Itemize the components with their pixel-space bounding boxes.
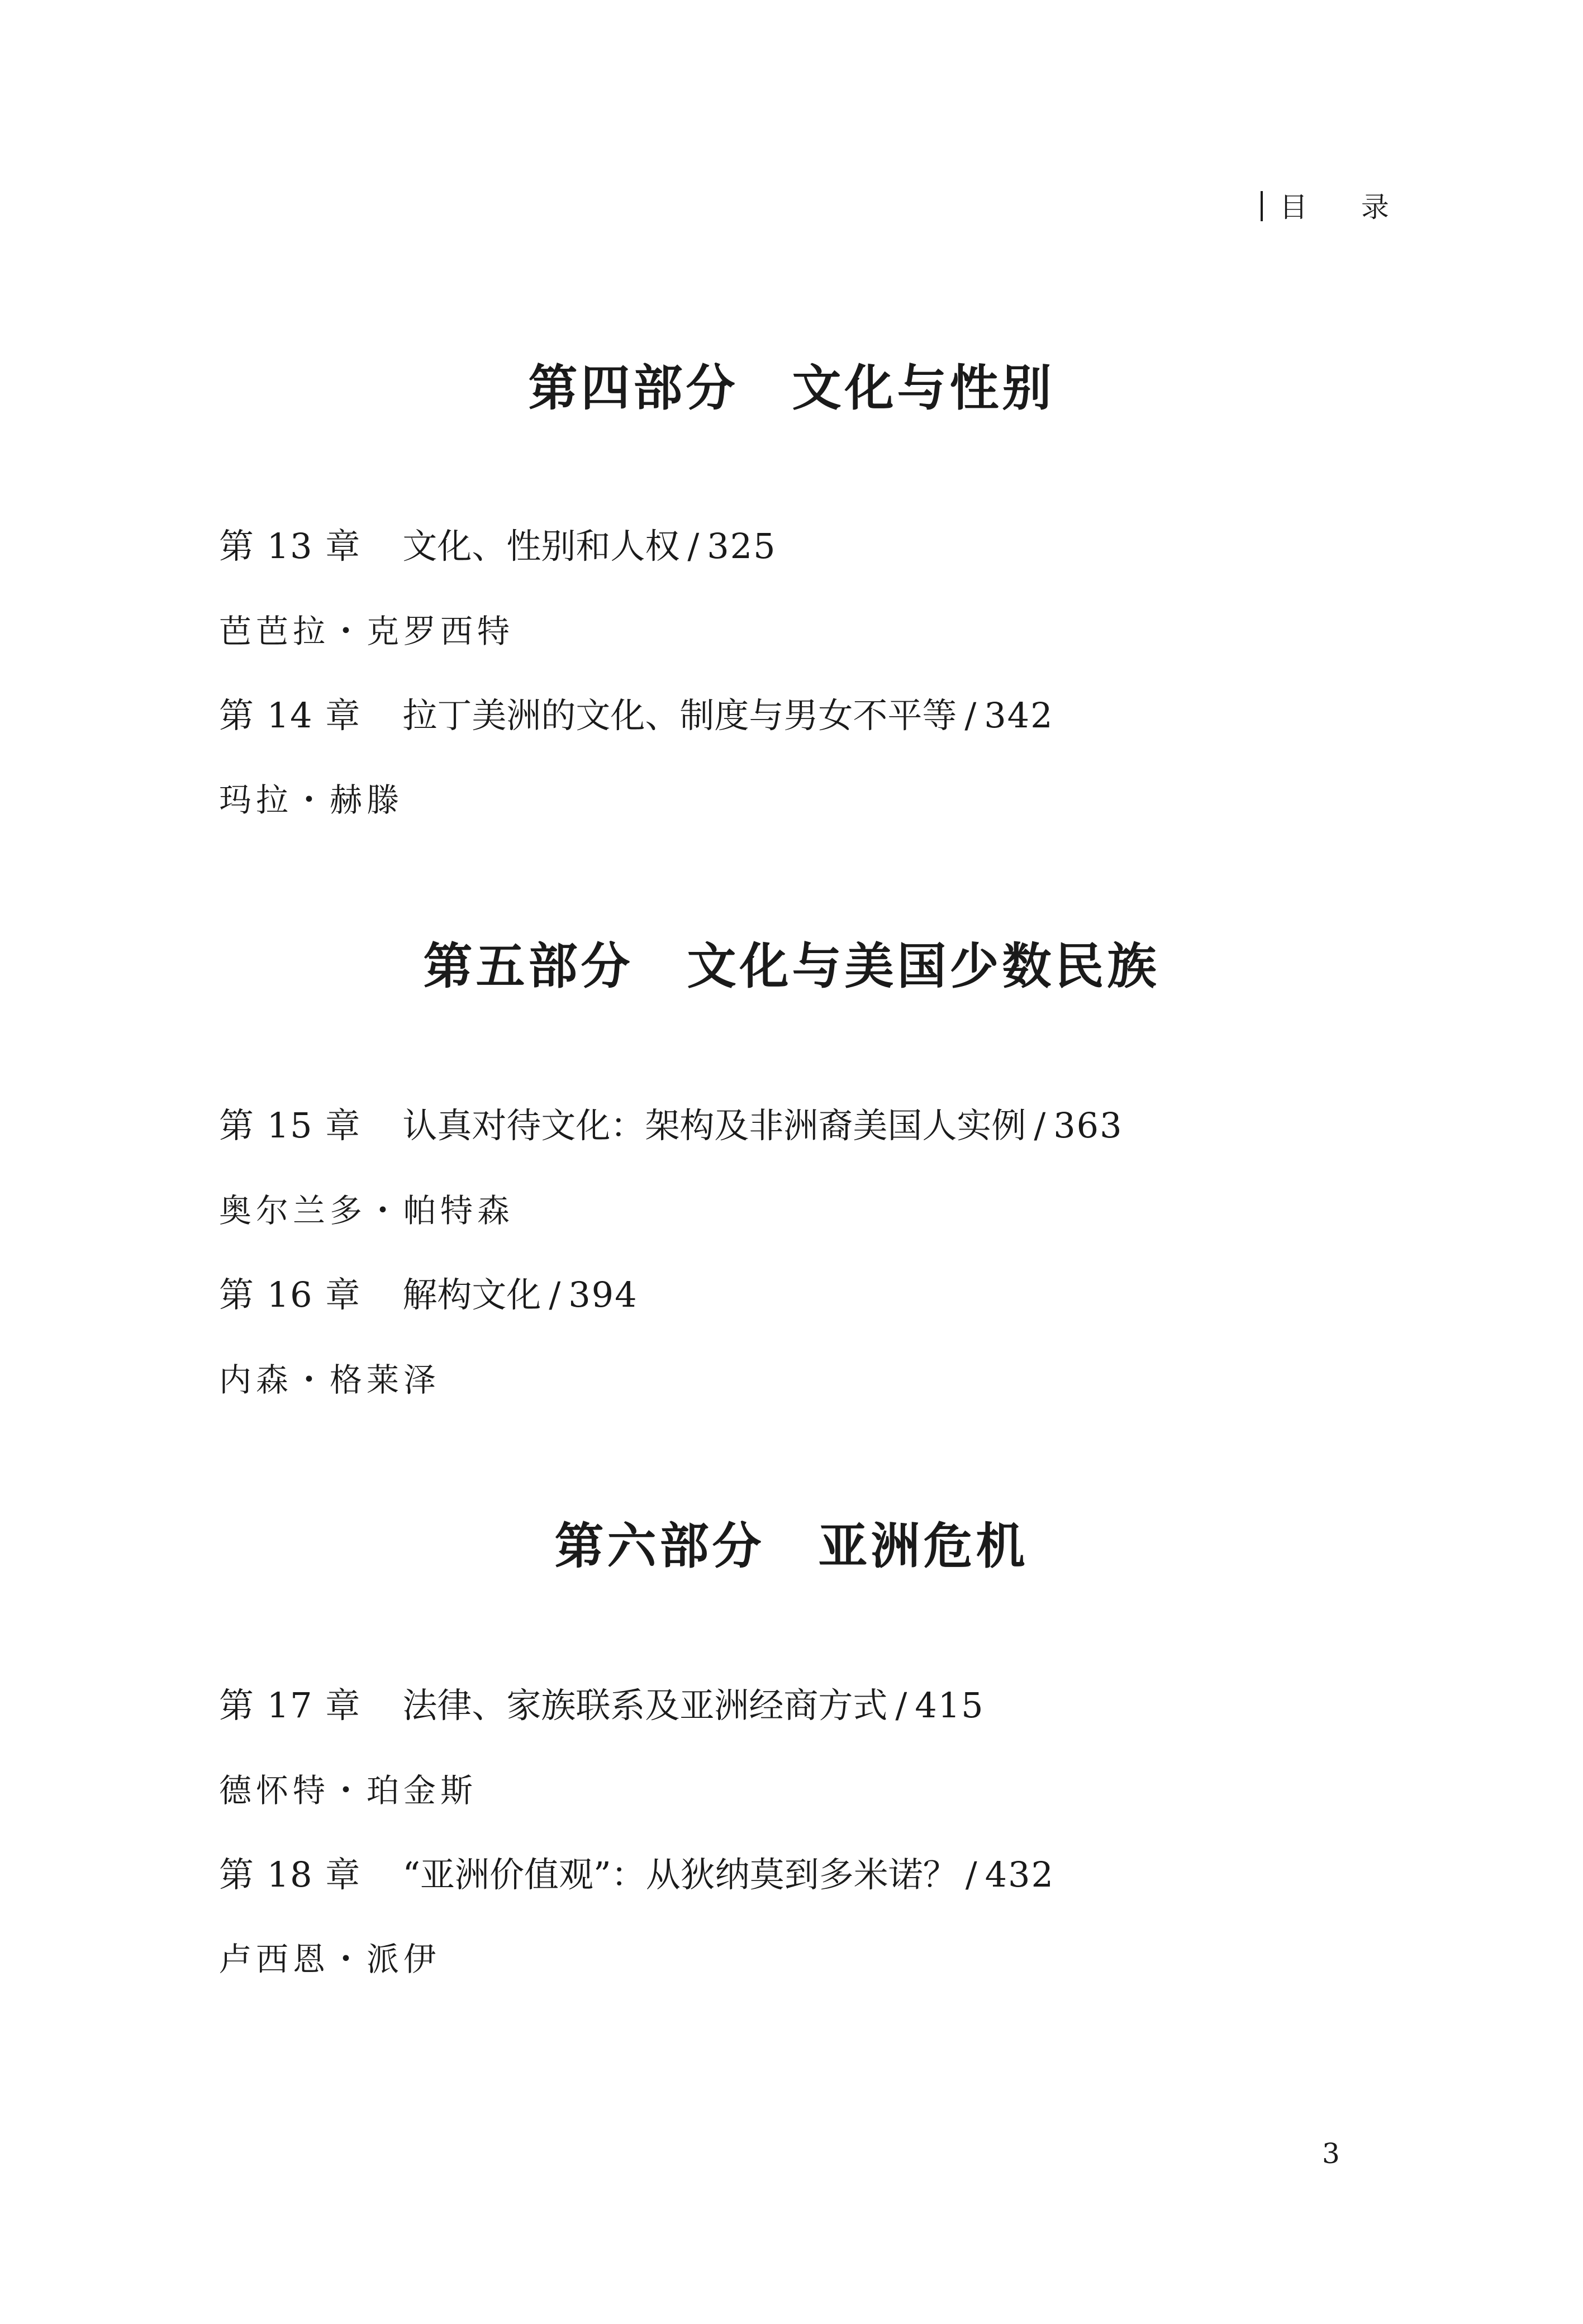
part-number: 第四部分 [528, 359, 739, 417]
chapter-title: 认真对待文化：架构及非洲裔美国人实例 [402, 1105, 1026, 1146]
part-number: 第六部分 [554, 1517, 765, 1575]
part-heading [0, 1516, 1583, 1577]
chapter-author: 德怀特・珀金斯 [219, 1771, 478, 1809]
chapter-page: 325 [707, 526, 777, 566]
chapter-author: 玛拉・赫滕 [219, 781, 404, 819]
header-divider [1261, 191, 1263, 221]
chapter-label: 第 15 章 [219, 1105, 362, 1146]
chapter-title: “亚洲价值观”：从狄纳莫到多米诺？ [402, 1854, 958, 1895]
part-title: 文化与性别 [792, 359, 1055, 417]
chapter-title: 文化、性别和人权 [402, 526, 680, 566]
chapter-label: 第 13 章 [219, 526, 362, 566]
toc-entry[interactable]: 第 18 章 “亚洲价值观”：从狄纳莫到多米诺？ / 432 [219, 1854, 1054, 1895]
toc-entry[interactable]: 第 15 章 认真对待文化：架构及非洲裔美国人实例 / 363 [219, 1105, 1123, 1146]
chapter-label: 第 16 章 [219, 1274, 362, 1315]
chapter-label: 第 17 章 [219, 1685, 362, 1726]
part-title: 文化与美国少数民族 [687, 937, 1160, 995]
chapter-author: 芭芭拉・克罗西特 [219, 612, 515, 650]
chapter-page: 432 [985, 1854, 1054, 1895]
part-heading [0, 936, 1583, 997]
chapter-author: 奥尔兰多・帕特森 [219, 1192, 515, 1230]
chapter-page: 342 [984, 695, 1054, 736]
part-number: 第五部分 [423, 937, 634, 995]
toc-entry[interactable]: 第 17 章 法律、家族联系及亚洲经商方式 / 415 [219, 1685, 985, 1726]
chapter-author: 内森・格莱泽 [219, 1361, 441, 1399]
chapter-author: 卢西恩・派伊 [219, 1940, 441, 1978]
chapter-title: 法律、家族联系及亚洲经商方式 [402, 1685, 888, 1726]
chapter-page: 363 [1053, 1105, 1123, 1146]
chapter-label: 第 14 章 [219, 695, 362, 736]
toc-entry[interactable]: 第 14 章 拉丁美洲的文化、制度与男女不平等 / 342 [219, 695, 1054, 736]
chapter-label: 第 18 章 [219, 1854, 362, 1895]
chapter-title: 解构文化 [402, 1274, 541, 1315]
toc-entry[interactable]: 第 13 章 文化、性别和人权 / 325 [219, 526, 777, 566]
toc-entry[interactable]: 第 16 章 解构文化 / 394 [219, 1274, 638, 1315]
running-header [1261, 188, 1411, 227]
chapter-page: 415 [915, 1685, 985, 1726]
part-title: 亚洲危机 [818, 1517, 1029, 1575]
part-heading [0, 358, 1583, 419]
page-number: 3 [1322, 2137, 1340, 2170]
chapter-page: 394 [568, 1274, 638, 1315]
header-title: 目 录 [1280, 191, 1411, 223]
chapter-title: 拉丁美洲的文化、制度与男女不平等 [402, 695, 957, 736]
